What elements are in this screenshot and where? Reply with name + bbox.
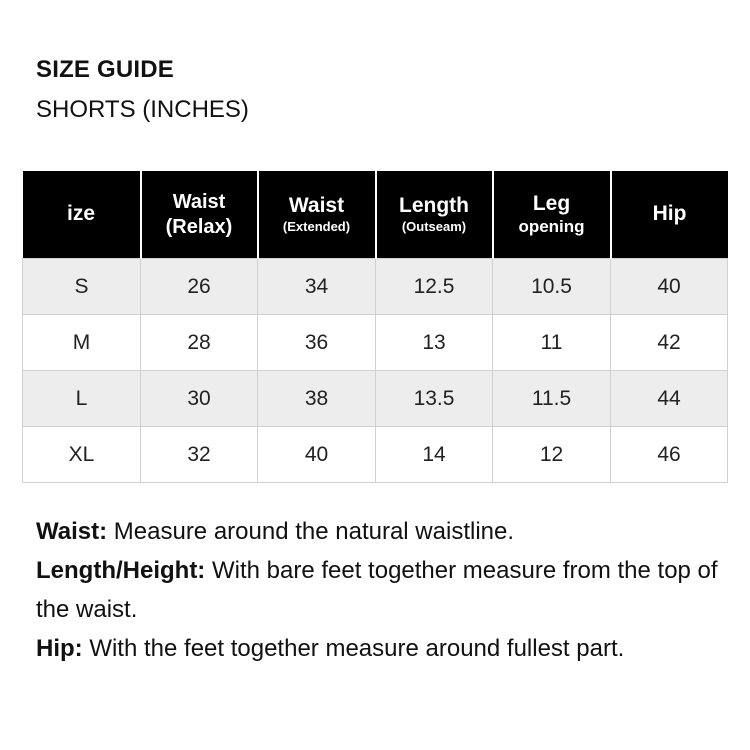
table-cell: 12.5 <box>376 259 493 315</box>
note-length-height <box>36 551 726 629</box>
note-text: With bare feet together measure from the top of the waist. <box>36 557 718 623</box>
measurement-notes <box>36 512 726 668</box>
note-text: With the feet together measure around fullest part. <box>82 635 625 662</box>
note-waist <box>36 512 726 551</box>
header-leg-opening-label: Leg <box>532 192 571 216</box>
table-cell: S <box>23 259 141 315</box>
header-waist-extended <box>258 171 376 259</box>
note-hip <box>36 629 726 668</box>
header-length-sub: (Outseam) <box>401 219 467 235</box>
header-waist-extended-sub: (Extended) <box>282 219 351 235</box>
table-cell: 30 <box>141 371 258 427</box>
table-cell: 12 <box>493 427 611 483</box>
table-cell: 28 <box>141 315 258 371</box>
header-hip-label: Hip <box>652 202 687 226</box>
header-waist-relax-sub: (Relax) <box>165 215 233 238</box>
note-term: Length/Height: <box>36 557 206 584</box>
table-cell: M <box>23 315 141 371</box>
header-size-label: ize <box>66 202 95 226</box>
table-cell: 42 <box>611 315 728 371</box>
table-cell: 40 <box>258 427 376 483</box>
table-cell: 46 <box>611 427 728 483</box>
header-length <box>376 171 493 259</box>
table-cell: 40 <box>611 259 728 315</box>
note-term: Hip: <box>36 635 83 662</box>
table-cell: 44 <box>611 371 728 427</box>
table-cell: 26 <box>141 259 258 315</box>
page-subtitle: SHORTS (INCHES) <box>36 96 249 123</box>
page-title: SIZE GUIDE <box>36 56 175 83</box>
size-chart-table <box>22 171 728 483</box>
table-cell: 11 <box>493 315 611 371</box>
header-leg-opening-sub: opening <box>518 217 585 237</box>
table-row <box>23 315 728 371</box>
table-cell: 34 <box>258 259 376 315</box>
table-cell: L <box>23 371 141 427</box>
table-row <box>23 427 728 483</box>
header-waist-relax <box>141 171 258 259</box>
table-row <box>23 259 728 315</box>
table-cell: 38 <box>258 371 376 427</box>
header-hip <box>611 171 728 259</box>
table-cell: 13.5 <box>376 371 493 427</box>
table-cell: 14 <box>376 427 493 483</box>
header-waist-relax-label: Waist <box>172 190 226 213</box>
header-size <box>23 171 141 259</box>
table-row <box>23 371 728 427</box>
header-leg-opening <box>493 171 611 259</box>
table-cell: 11.5 <box>493 371 611 427</box>
table-header-row <box>23 171 728 259</box>
table-cell: 13 <box>376 315 493 371</box>
table-cell: 10.5 <box>493 259 611 315</box>
table-cell: 36 <box>258 315 376 371</box>
header-waist-extended-label: Waist <box>288 193 345 217</box>
note-term: Waist: <box>36 518 108 545</box>
note-text: Measure around the natural waistline. <box>107 518 515 545</box>
header-length-label: Length <box>399 193 469 217</box>
table-cell: 32 <box>141 427 258 483</box>
table-cell: XL <box>23 427 141 483</box>
